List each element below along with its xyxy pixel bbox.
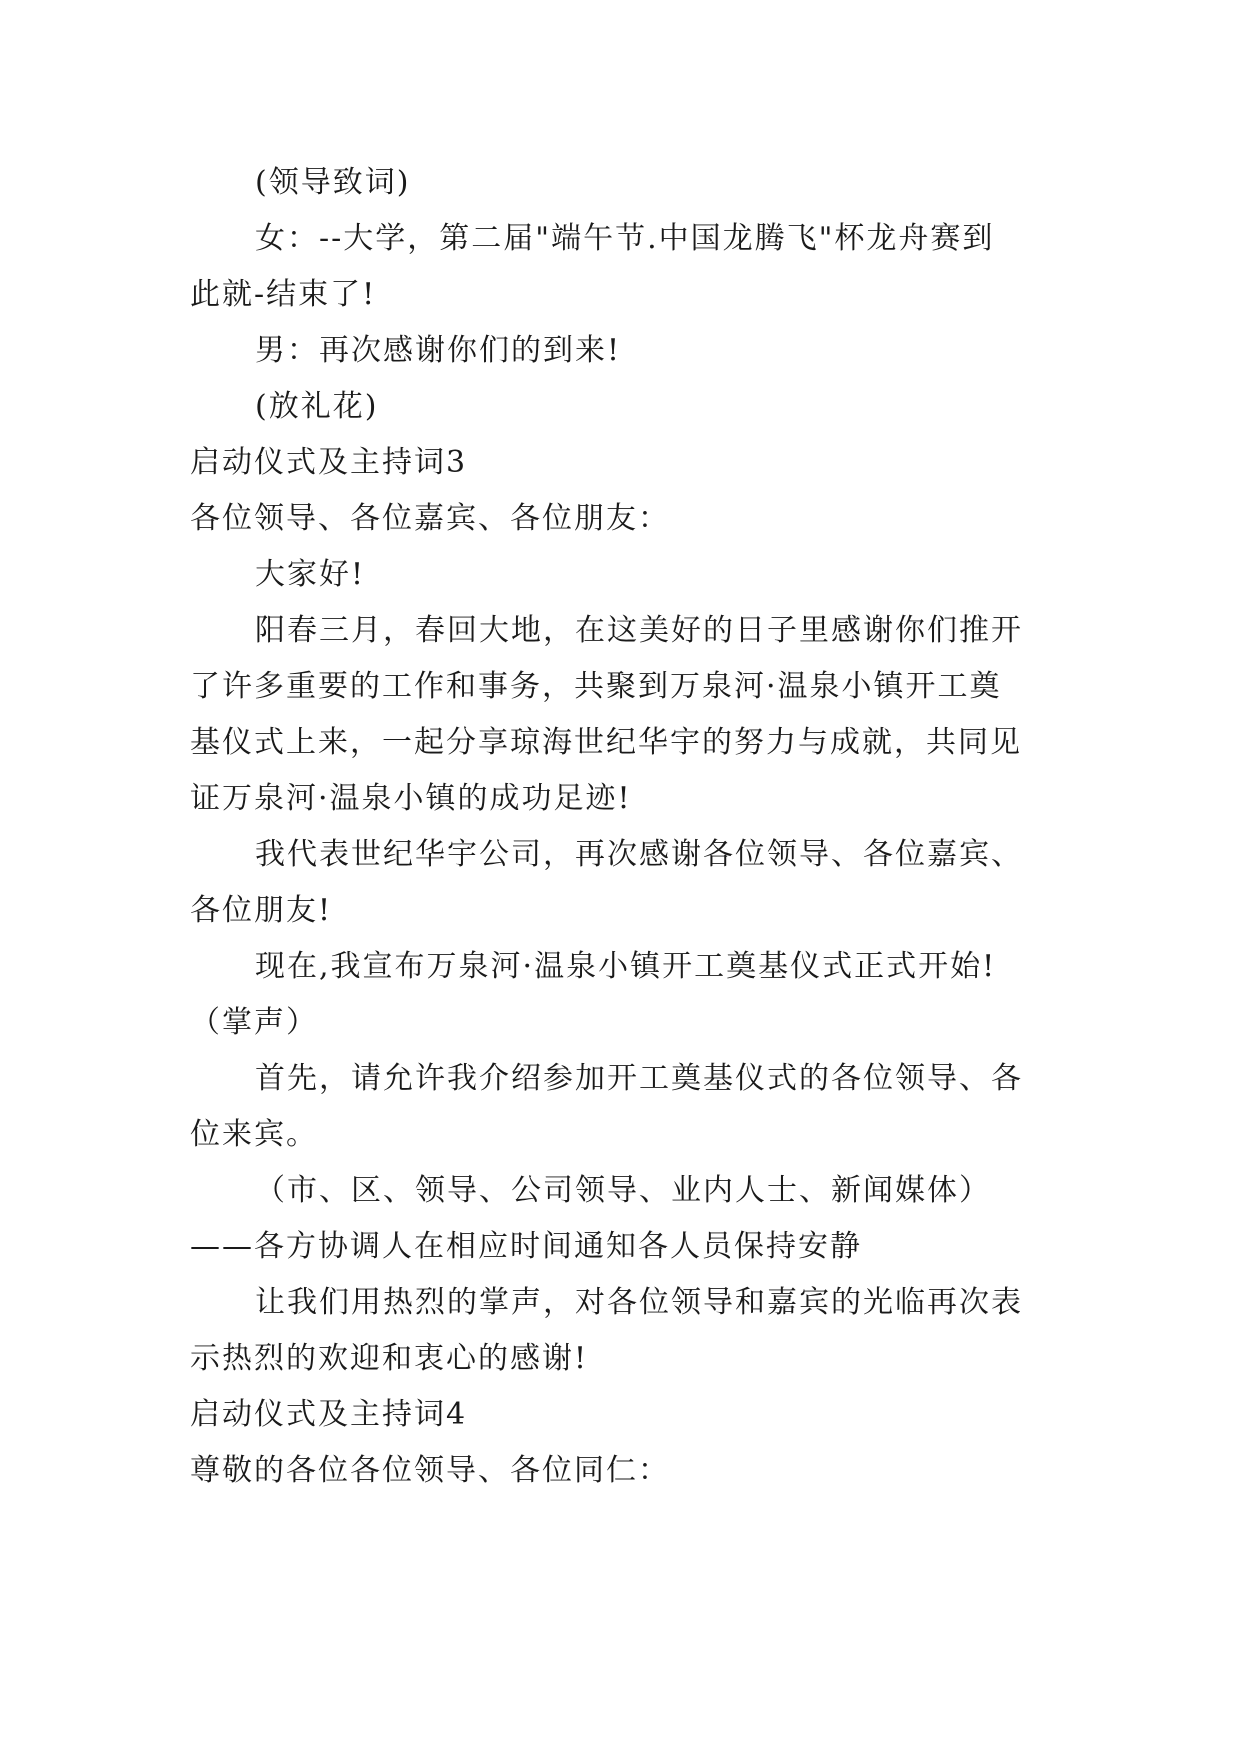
- paragraph-line: 证万泉河·温泉小镇的成功足迹!: [190, 781, 632, 816]
- paragraph-line: 示热烈的欢迎和衷心的感谢!: [190, 1341, 589, 1376]
- paragraph-line: 基仪式上来，一起分享琼海世纪华宇的努力与成就，共同见: [190, 725, 1022, 760]
- paragraph-line: (放礼花): [255, 389, 379, 424]
- paragraph-line: 女：--大学，第二届"端午节.中国龙腾飞"杯龙舟赛到: [255, 221, 995, 256]
- paragraph-line: (领导致词): [255, 165, 411, 200]
- paragraph-line: 位来宾。: [190, 1117, 318, 1152]
- section-heading: 启动仪式及主持词4: [190, 1397, 468, 1432]
- salutation: 各位领导、各位嘉宾、各位朋友：: [190, 501, 670, 536]
- paragraph-line: 阳春三月，春回大地，在这美好的日子里感谢你们推开: [255, 613, 1023, 648]
- paragraph-line: 大家好!: [255, 557, 366, 592]
- section-heading: 启动仪式及主持词3: [190, 445, 468, 480]
- paragraph-line: 让我们用热烈的掌声，对各位领导和嘉宾的光临再次表: [255, 1285, 1023, 1320]
- paragraph-line: （掌声）: [190, 1005, 318, 1040]
- paragraph-line: 了许多重要的工作和事务，共聚到万泉河·温泉小镇开工奠: [190, 669, 1002, 704]
- paragraph-line: 我代表世纪华宇公司，再次感谢各位领导、各位嘉宾、: [255, 837, 1023, 872]
- paragraph-line: 现在,我宣布万泉河·温泉小镇开工奠基仪式正式开始!: [255, 949, 997, 984]
- paragraph-line: 此就-结束了!: [190, 277, 377, 312]
- paragraph-line: 首先，请允许我介绍参加开工奠基仪式的各位领导、各: [255, 1061, 1023, 1096]
- paragraph-line: 各位朋友!: [190, 893, 333, 928]
- paragraph-line: ——各方协调人在相应时间通知各人员保持安静: [190, 1229, 862, 1264]
- salutation: 尊敬的各位各位领导、各位同仁：: [190, 1453, 670, 1488]
- paragraph-line: （市、区、领导、公司领导、业内人士、新闻媒体）: [255, 1173, 991, 1208]
- paragraph-line: 男：再次感谢你们的到来!: [255, 333, 622, 368]
